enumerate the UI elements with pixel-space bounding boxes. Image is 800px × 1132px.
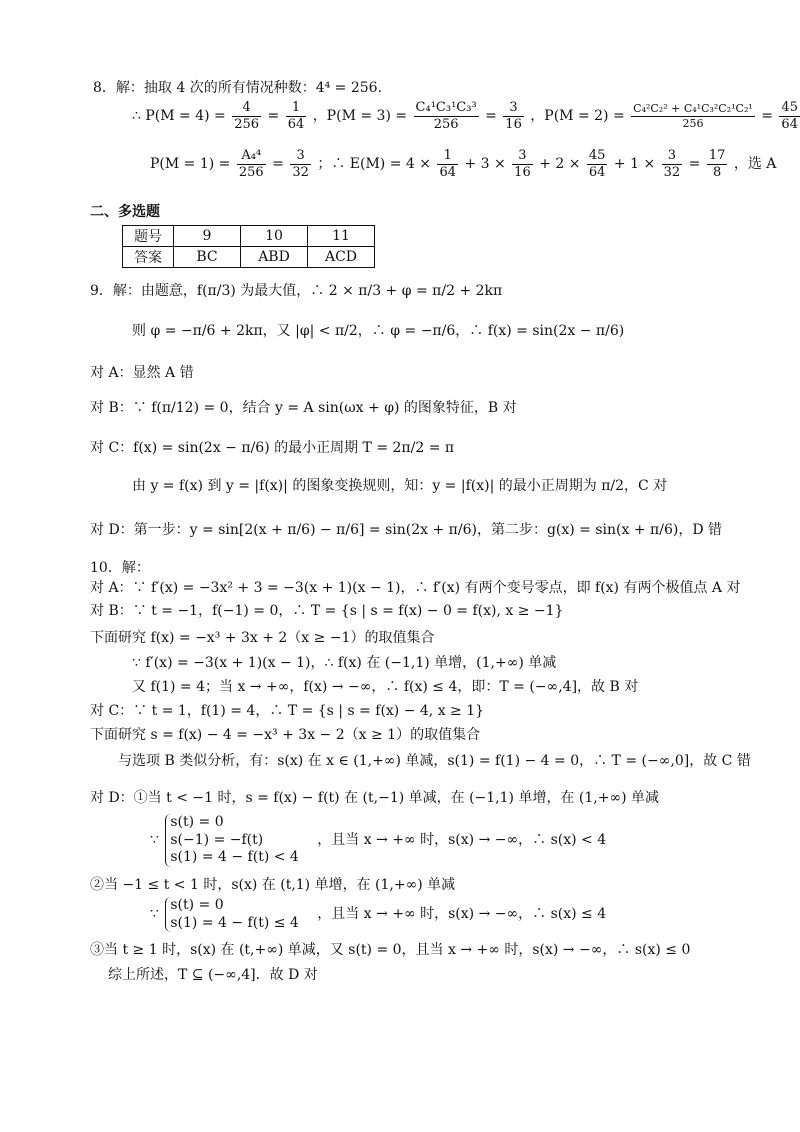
q10-line1: 10．解： xyxy=(90,560,150,576)
fraction: $\frac{1}{64}$ xyxy=(287,100,305,132)
table-cell: 9 xyxy=(174,226,241,247)
q8-line2: ∴ P(M = 4) = $\frac{4}{256}$ = $\frac{1}{64}$ ，P(M = 3) = $\frac{\text{C₄¹C₃¹C₃³}}{256}$ = $\frac{3}{16}$ ，P(M = 2) = $\frac{\text{C₄²C₂² + C₄¹C₃²C₂¹C₂¹}}{256}$ = $\frac{45}{64}$ xyxy=(132,100,798,132)
q10-line15: 综上所述，T ⊆ (−∞,4]．故 D 对 xyxy=(108,967,318,983)
table-cell: 11 xyxy=(308,226,375,247)
table-cell: BC xyxy=(174,247,241,268)
fraction: $\frac{45}{64}$ xyxy=(781,100,798,132)
q9-line2: 则 φ = −π/6 + 2kπ，又 |φ| < π/2，∴ φ = −π/6，∴ f(x) = sin(2x − π/6) xyxy=(132,323,625,339)
equation-system xyxy=(165,814,298,867)
q10-case1-system: ∵ s(t) = 0 s(−1) = −f(t) s(1) = 4 − f(t) < 4 ，且当 x → +∞ 时，s(x) → −∞，∴ s(x) < 4 xyxy=(150,814,607,865)
q10-line8: 下面研究 s = f(x) − 4 = −x³ + 3x − 2（x ≥ 1）的取值集合 xyxy=(90,727,481,743)
q10-line4: 下面研究 f(x) = −x³ + 3x + 2（x ≥ −1）的取值集合 xyxy=(90,630,435,646)
fraction: $\frac{3}{16}$ xyxy=(514,148,531,180)
table-row xyxy=(123,226,375,247)
fraction: $\frac{\text{C₄²C₂² + C₄¹C₃²C₂¹C₂¹}}{256}$ xyxy=(633,102,753,130)
q10-line5: ∵ f′(x) = −3(x + 1)(x − 1)，∴ f(x) 在 (−1,1) 单增，(1,+∞) 单减 xyxy=(132,655,557,671)
system-equation: s(1) = 4 − f(t) ≤ 4 xyxy=(170,914,299,931)
section-title: 二、多选题 xyxy=(90,204,160,220)
q10-line6: 又 f(1) = 4；当 x → +∞，f(x) → −∞，∴ f(x) ≤ 4，即：T = (−∞,4]，故 B 对 xyxy=(132,679,639,695)
fraction: $\frac{45}{64}$ xyxy=(588,148,606,180)
q8-line1: 8．解：抽取 4 次的所有情况种数：4⁴ = 256． xyxy=(93,80,392,96)
q9-line6: 由 y = f(x) 到 y = |f(x)| 的图象变换规则，知：y = |f(x)| 的最小正周期为 π/2，C 对 xyxy=(132,478,668,494)
table-row xyxy=(123,247,375,268)
q10-line10: 对 D：①当 t < −1 时，s = f(x) − f(t) 在 (t,−1) 单减，在 (−1,1) 单增，在 (1,+∞) 单减 xyxy=(90,790,660,806)
q10-line9: 与选项 B 类似分析，有：s(x) 在 x ∈ (1,+∞) 单减，s(1) = f(1) − 4 = 0，∴ T = (−∞,0]，故 C 错 xyxy=(118,753,751,769)
table-cell: 题号 xyxy=(123,226,174,247)
system-equation: s(t) = 0 xyxy=(170,897,224,913)
q10-line3: 对 B：∵ t = −1，f(−1) = 0，∴ T = {s | s = f(x) − 0 = f(x), x ≥ −1} xyxy=(90,603,564,619)
answer-table xyxy=(122,225,375,268)
fraction: $\frac{3}{16}$ xyxy=(505,100,522,132)
because-symbol: ∵ xyxy=(150,906,159,923)
table-cell: ACD xyxy=(308,247,375,268)
fraction: $\frac{3}{32}$ xyxy=(292,148,309,180)
q9-line5: 对 C：f(x) = sin(2x − π/6) 的最小正周期 T = 2π/2 = π xyxy=(90,440,455,456)
fraction: $\frac{3}{32}$ xyxy=(663,148,681,180)
q8-line3: P(M = 1) = $\frac{\text{A₄⁴}}{256}$ = $\frac{3}{32}$ ；∴ E(M) = 4 × $\frac{1}{64}$ + 3 × $\frac{3}{16}$ + 2 × $\frac{45}{64}$ + 1 × $\frac{3}{32}$ = $\frac{17}{8}$ ，选 A xyxy=(150,148,777,180)
fraction: $\frac{17}{8}$ xyxy=(708,148,726,180)
q10-case2-system: ∵ s(t) = 0 s(1) = 4 − f(t) ≤ 4 ，且当 x → +∞ 时，s(x) → −∞，∴ s(x) ≤ 4 xyxy=(150,897,607,931)
equation-system xyxy=(165,897,298,932)
q9-line1: 9．解：由题意，f(π/3) 为最大值，∴ 2 × π/3 + φ = π/2 + 2kπ xyxy=(90,283,503,299)
q10-line2: 对 A：∵ f′(x) = −3x² + 3 = −3(x + 1)(x − 1)，∴ f′(x) 有两个变号零点，即 f(x) 有两个极值点 A 对 xyxy=(90,580,741,596)
system-equation: s(t) = 0 xyxy=(170,814,224,830)
q10-line12: ②当 −1 ≤ t < 1 时，s(x) 在 (t,1) 单增，在 (1,+∞) 单减 xyxy=(90,877,456,893)
q9-line7: 对 D：第一步：y = sin[2(x + π/6) − π/6] = sin(2x + π/6)，第二步：g(x) = sin(x + π/6)，D 错 xyxy=(90,522,722,538)
table-cell: 10 xyxy=(241,226,308,247)
q9-line3: 对 A：显然 A 错 xyxy=(90,365,194,381)
system-equation: s(1) = 4 − f(t) < 4 xyxy=(170,849,299,865)
table-cell: 答案 xyxy=(123,247,174,268)
q10-line7: 对 C：∵ t = 1，f(1) = 4，∴ T = {s | s = f(x) − 4, x ≥ 1} xyxy=(90,703,485,719)
system-equation: s(−1) = −f(t) xyxy=(170,831,264,848)
because-symbol: ∵ xyxy=(150,831,159,848)
q10-line14: ③当 t ≥ 1 时，s(x) 在 (t,+∞) 单减，又 s(t) = 0，且当 x → +∞ 时，s(x) → −∞，∴ s(x) ≤ 0 xyxy=(90,942,691,958)
fraction: $\frac{\text{C₄¹C₃¹C₃³}}{256}$ xyxy=(415,100,477,132)
fraction: $\frac{\text{A₄⁴}}{256}$ xyxy=(238,148,264,180)
table-cell: ABD xyxy=(241,247,308,268)
fraction: $\frac{4}{256}$ xyxy=(234,100,260,132)
q8-pm4-label: ∴ P(M = 4) = xyxy=(132,108,226,125)
fraction: $\frac{1}{64}$ xyxy=(439,148,456,180)
q9-line4: 对 B：∵ f(π/12) = 0，结合 y = A sin(ωx + φ) 的图象特征，B 对 xyxy=(90,400,517,416)
